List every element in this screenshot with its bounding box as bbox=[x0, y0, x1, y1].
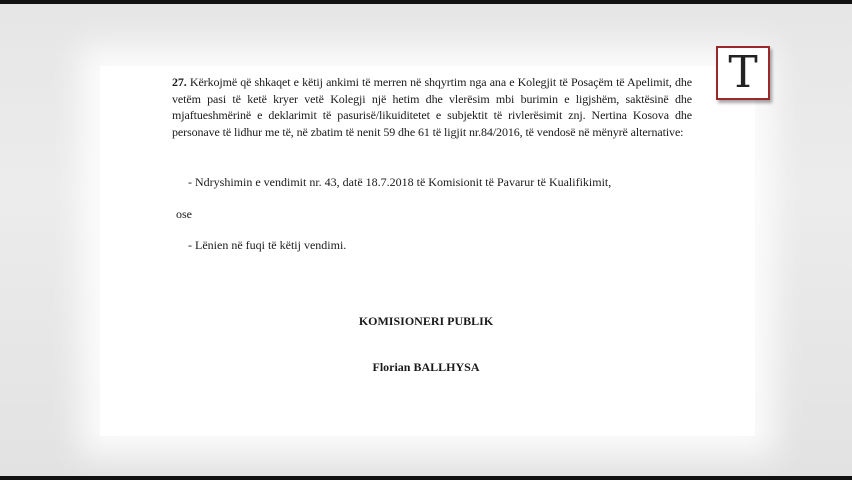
letterbox-top bbox=[0, 0, 852, 4]
letterbox-bottom bbox=[0, 476, 852, 480]
signature-name: Florian BALLHYSA bbox=[372, 360, 480, 374]
logo-letter: T bbox=[728, 47, 758, 98]
bullet-item-1: - Ndryshimin e vendimit nr. 43, datë 18.7.2018 të Komisionit të Pavarur të Kualifikimit, bbox=[188, 175, 612, 189]
signature-title: KOMISIONERI PUBLIK bbox=[358, 314, 494, 328]
paragraph-number: 27. bbox=[172, 75, 187, 89]
bullet-item-2: - Lënien në fuqi të këtij vendimi. bbox=[188, 238, 347, 252]
conjunction-text: ose bbox=[176, 207, 192, 221]
paragraph-text: Kërkojmë që shkaqet e këtij ankimi të merren në shqyrtim nga ana e Kolegjit të Posaçëm të Apelimit, dhe vetëm pasi të ketë kryer vetë Kolegji një hetim dhe vlerësim mbi burimin e ligjshëm, saktësinë dhe mjaftueshmërinë e deklarimit të pasurisë/likuiditetet e subjektit të rivlerësimit znj. Nertina Kosova dhe personave të lidhur me të, në zbatim të nenit 59 dhe 61 të ligjit nr.84/2016, të vendosë në mënyrë alternative: bbox=[172, 75, 693, 139]
channel-logo bbox=[716, 46, 770, 100]
paragraph-27 bbox=[172, 74, 692, 140]
